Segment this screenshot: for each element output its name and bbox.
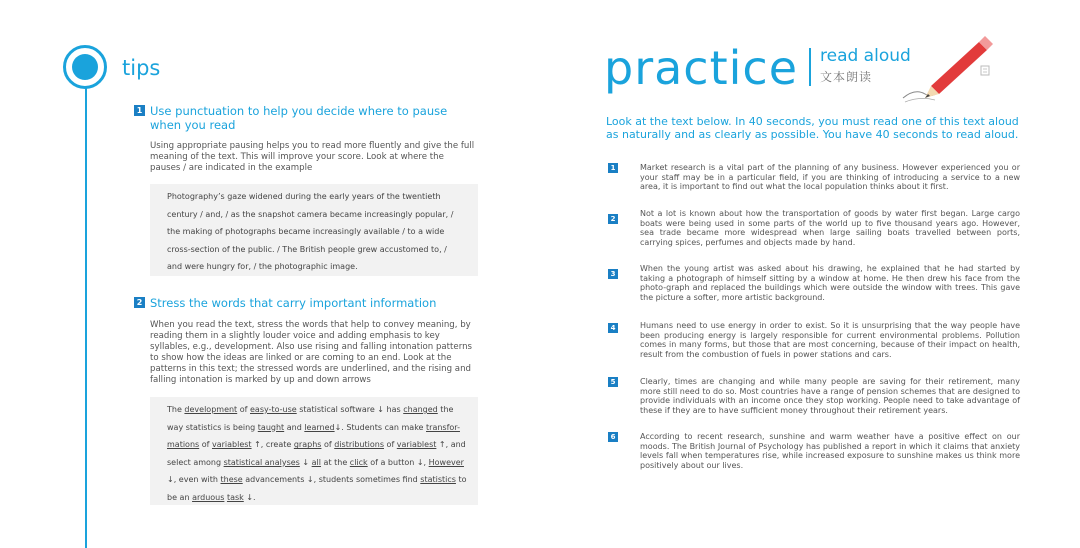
- example-line: way statistics is being taught and learned↓. Students can make transfor-: [167, 422, 460, 432]
- tip-1-heading-line1: Use punctuation to help you decide where to pause: [150, 104, 448, 118]
- example-line: century / and, / as the snapshot camera became increasingly popular, /: [167, 209, 454, 219]
- title-divider: [809, 48, 811, 86]
- pencil-icon: [895, 30, 995, 105]
- tip-2-body: When you read the text, stress the words that help to convey meaning, by reading them in a slightly louder voice and adding emphasis to key syllables, e.g., development. Also use rising and falling intonation patterns to show how the ideas are linked or are coming to an end. Look at the patterns in this text; the stressed words are underlined, and the rising and falling intonation is marked by up and down arrows: [150, 320, 473, 385]
- tip-1-heading-line2: when you read: [150, 118, 236, 132]
- tip-2-heading-text: Stress the words that carry important information: [150, 296, 437, 310]
- example-line: be an arduous task ↓.: [167, 492, 256, 502]
- example-line: select among statistical analyses ↓ all at the click of a button ↓, However: [167, 457, 464, 467]
- item-number-badge: 3: [608, 269, 618, 279]
- item-text: Not a lot is known about how the transportation of goods by water first began. Large cargo boats were being used in some parts of the world up to five thousand years ago. However, sea trade became more widespread when large sailing boats travelled between ports, carrying spices, perfumes and objects made by hand.: [640, 209, 1020, 247]
- example-line: ↓, even with these advancements ↓, students sometimes find statistics to: [167, 475, 467, 485]
- tip-1-example-box: [150, 184, 478, 276]
- example-line: and were hungry for, / the photographic image.: [167, 262, 358, 272]
- tip-2-example-box: [150, 397, 478, 505]
- timeline-line: [85, 88, 87, 548]
- example-line: Photography’s gaze widened during the early years of the twentieth: [167, 192, 441, 201]
- read-aloud-subtitle-cn: 文本朗读: [820, 70, 873, 84]
- item-text: Humans need to use energy in order to exist. So it is unsurprising that the way people have been producing energy is largely responsible for current environmental problems. Pollution comes in many forms, but those that are most concerning, because of their impact on health, result from the combustion of fuels in power stations and cars.: [640, 321, 1020, 359]
- tips-title: tips: [122, 56, 161, 80]
- example-line: mations of variablest ↑, create graphs of distributions of variablest ↑, and: [167, 440, 466, 450]
- example-line: the making of photographs became increasingly available / to a wide: [167, 227, 445, 237]
- circle-marker-icon: [63, 45, 107, 89]
- item-number-badge: 4: [608, 323, 618, 333]
- item-text: When the young artist was asked about his drawing, he explained that he had started by taking a photograph of himself sitting by a window at home. He then drew his face from the photo-graph and replaced the buildings which were outside the window with trees. This gave the picture a softer, more artistic background.: [640, 264, 1020, 302]
- item-number-badge: 2: [608, 214, 618, 224]
- tip-1-body: Using appropriate pausing helps you to read more fluently and give the full meaning of the text. This will improve your score. Look at where the pauses / are indicated in the example: [150, 141, 475, 173]
- tip-1-number-badge: 1: [134, 105, 145, 116]
- item-text: Clearly, times are changing and while many people are saving for their retirement, many more still need to do so. Most countries have a range of pension schemes that are designed to provide individuals with an income once they stop working. People need to take advantage of these if they are to have sufficient money throughout their retirement years.: [640, 377, 1020, 415]
- example-line: The development of easy-to-use statistical software ↓ has changed the: [167, 405, 454, 414]
- example-line: cross-section of the public. / The British people grew accustomed to, /: [167, 244, 447, 254]
- item-text: Market research is a vital part of the planning of any business. However experienced you or your staff may be in a particular field, if you are thinking of introducing a service to a new area, it is important to find out what the local population thinks about it first.: [640, 163, 1020, 192]
- practice-title: practice: [604, 41, 798, 95]
- practice-instruction: Look at the text below. In 40 seconds, you must read one of this text aloud as naturally and as clearly as possible. You have 40 seconds to read aloud.: [606, 115, 1019, 141]
- read-aloud-subtitle: read aloud: [820, 46, 911, 66]
- tip-2-number-badge: 2: [134, 297, 145, 308]
- item-number-badge: 1: [608, 163, 618, 173]
- item-number-badge: 6: [608, 432, 618, 442]
- item-text: According to recent research, sunshine and warm weather have a positive effect on our moods. The British Journal of Psychology has published a report in which it claims that anxiety levels fall when temperatures rise, while increased exposure to sunshine makes us think more positively about our lives.: [640, 432, 1020, 470]
- item-number-badge: 5: [608, 377, 618, 387]
